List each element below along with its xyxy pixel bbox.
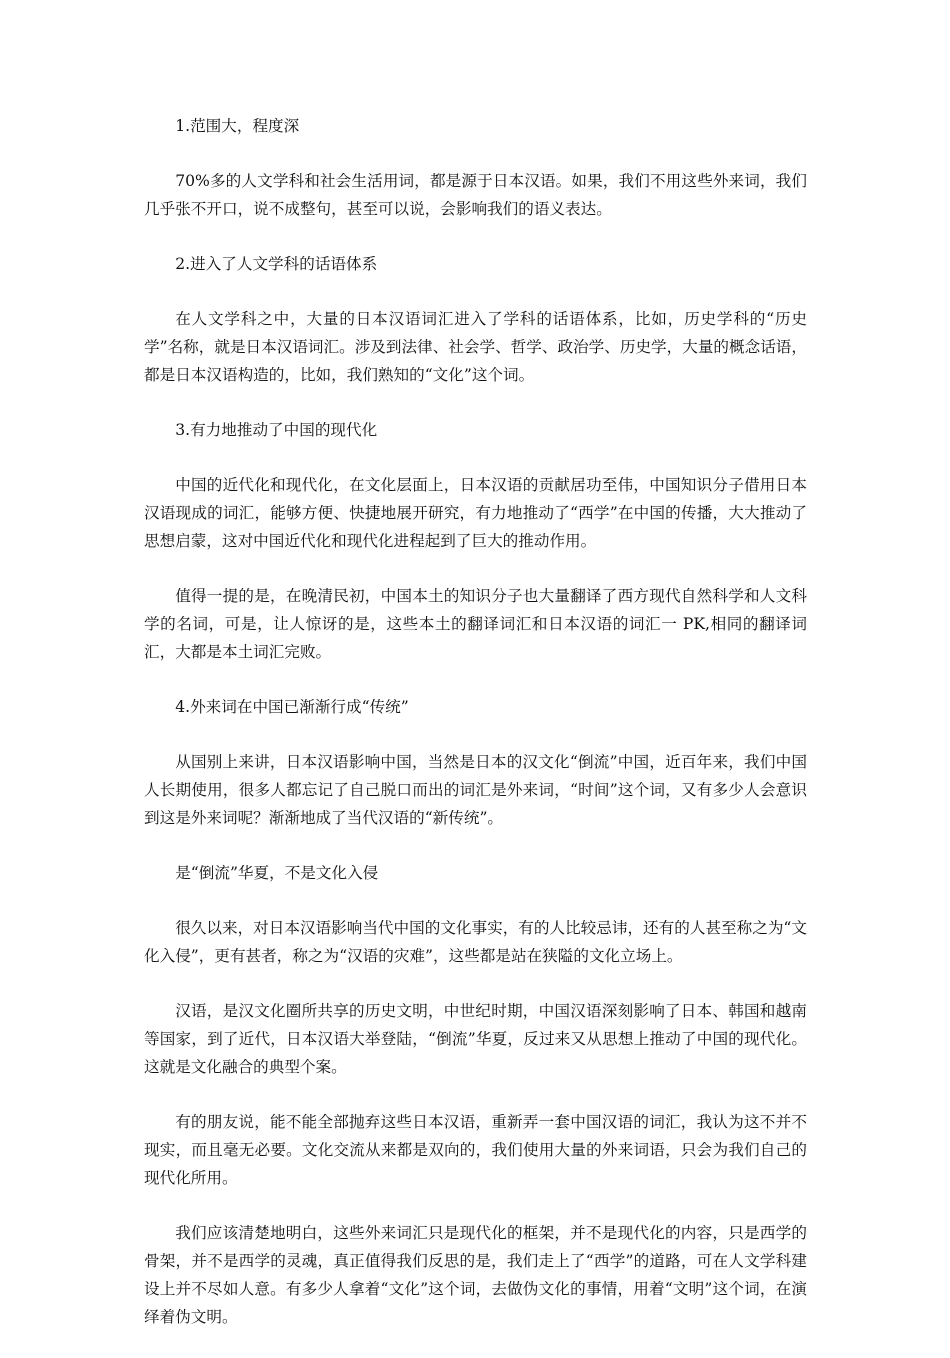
section-heading-2: 2.进入了人文学科的话语体系	[175, 255, 378, 273]
paragraph: 从国别上来讲，日本汉语影响中国，当然是日本的汉文化“倒流”中国，近百年来，我们中国人长期使用，很多人都忘记了自己脱口而出的词汇是外来词，“时间”这个词，又有多少人会意识到这是外来词呢？渐渐地成了当代汉语的“新传统”。	[144, 753, 807, 827]
section-heading-4: 4.外来词在中国已渐渐行成“传统”	[175, 698, 409, 716]
paragraph: 在人文学科之中，大量的日本汉语词汇进入了学科的话语体系，比如，历史学科的“历史学”名称，就是日本汉语词汇。涉及到法律、社会学、哲学、政治学、历史学，大量的概念话语，都是日本汉语构造的，比如，我们熟知的“文化”这个词。	[144, 310, 807, 384]
paragraph: 有的朋友说，能不能全部抛弃这些日本汉语，重新弄一套中国汉语的词汇，我认为这不并不现实，而且毫无必要。文化交流从来都是双向的，我们使用大量的外来词语，只会为我们自己的现代化所用。	[144, 1113, 807, 1187]
paragraph: 很久以来，对日本汉语影响当代中国的文化事实，有的人比较忌讳，还有的人甚至称之为“文化入侵”，更有甚者，称之为“汉语的灾难”，这些都是站在狭隘的文化立场上。	[144, 919, 807, 965]
section-heading-3: 3.有力地推动了中国的现代化	[175, 421, 378, 439]
paragraph: 70%多的人文学科和社会生活用词，都是源于日本汉语。如果，我们不用这些外来词，我们几乎张不开口，说不成整句，甚至可以说，会影响我们的语义表达。	[144, 172, 807, 218]
paragraph: 我们应该清楚地明白，这些外来词汇只是现代化的框架，并不是现代化的内容，只是西学的骨架，并不是西学的灵魂，真正值得我们反思的是，我们走上了“西学”的道路，可在人文学科建设上并不尽如人意。有多少人拿着“文化”这个词，去做伪文化的事情，用着“文明”这个词，在演绎着伪文明。	[144, 1224, 807, 1326]
section-heading-1: 1.范围大，程度深	[175, 117, 300, 135]
paragraph: 汉语，是汉文化圈所共享的历史文明，中世纪时期，中国汉语深刻影响了日本、韩国和越南等国家，到了近代，日本汉语大举登陆，“倒流”华夏，反过来又从思想上推动了中国的现代化。这就是文化融合的典型个案。	[144, 1002, 807, 1076]
paragraph: 值得一提的是，在晚清民初，中国本土的知识分子也大量翻译了西方现代自然科学和人文科学的名词，可是，让人惊讶的是，这些本土的翻译词汇和日本汉语的词汇一 PK,相同的翻译词汇，大都是本土词汇完败。	[144, 587, 807, 661]
paragraph: 中国的近代化和现代化，在文化层面上，日本汉语的贡献居功至伟，中国知识分子借用日本汉语现成的词汇，能够方便、快捷地展开研究，有力地推动了“西学”在中国的传播，大大推动了思想启蒙，这对中国近代化和现代化进程起到了巨大的推动作用。	[144, 476, 807, 550]
section-heading-5: 是“倒流”华夏，不是文化入侵	[175, 864, 379, 882]
document-body	[144, 112, 807, 1358]
